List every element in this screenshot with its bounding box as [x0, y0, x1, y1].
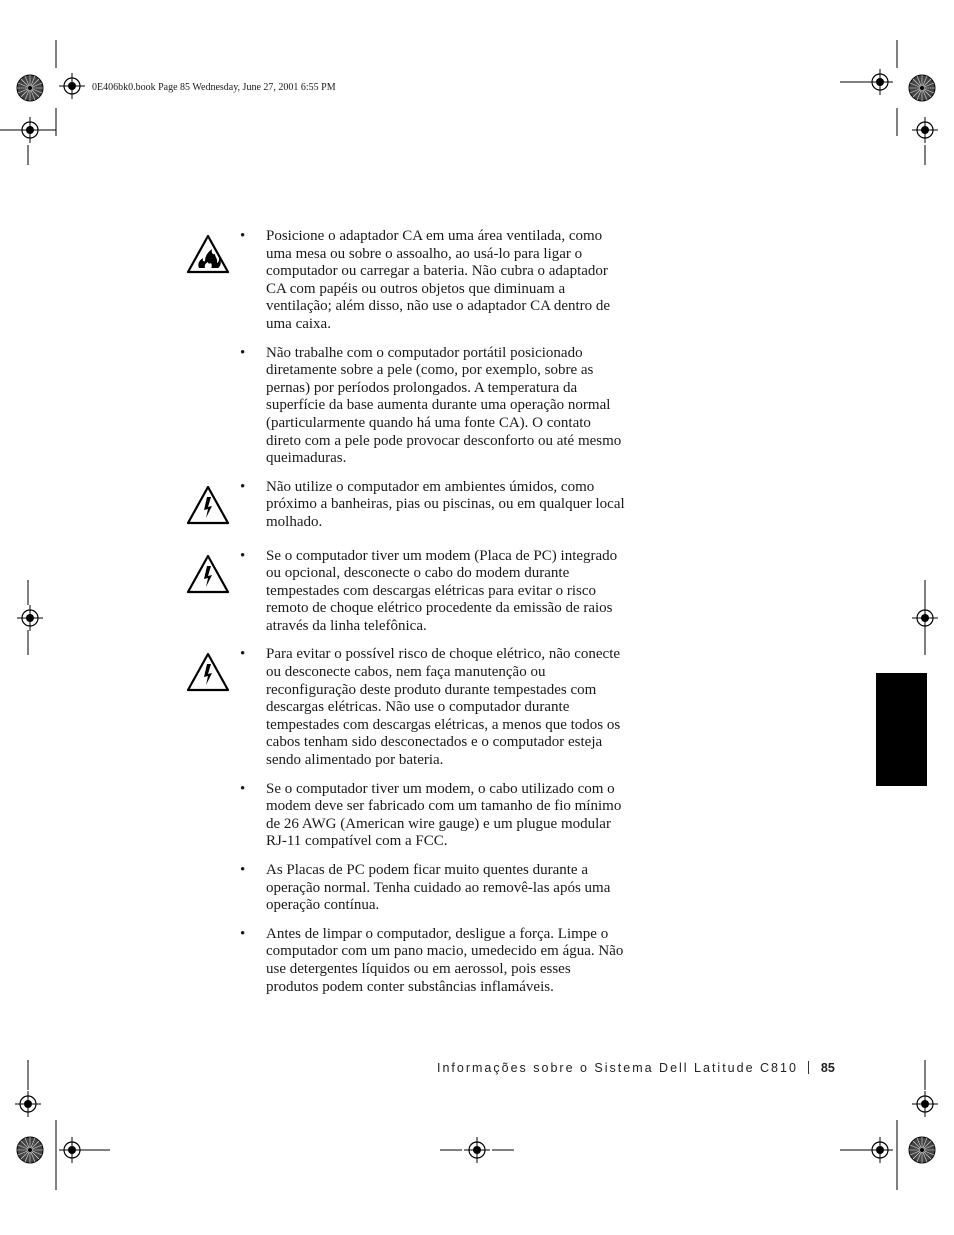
list-item [186, 548, 626, 636]
bullet-dot: • [240, 344, 246, 361]
fire-warning-icon [186, 234, 230, 274]
electric-shock-warning-icon [186, 485, 230, 525]
item-text: Não utilize o computador em ambientes úmidos, como próximo a banheiras, pias ou piscinas, ou em qualquer local molhado. [266, 478, 625, 530]
bullet-dot: • [240, 646, 246, 663]
list-item [186, 862, 626, 915]
item-text: Posicione o adaptador CA em uma área ventilada, como uma mesa ou sobre o assoalho, ao usá-lo para ligar o computador ou carregar a bateria. Não cubra o adaptador CA com papéis ou outros objetos que diminuam a ventilação; além disso, não use o adaptador CA dentro de uma caixa. [266, 228, 611, 332]
bullet-dot: • [240, 925, 246, 942]
print-slug: 0E406bk0.book Page 85 Wednesday, June 27, 2001 6:55 PM [92, 82, 336, 93]
safety-bullet-list [186, 228, 646, 996]
electric-shock-warning-icon [186, 554, 230, 594]
page-footer [437, 1061, 835, 1075]
bullet-dot: • [240, 780, 246, 797]
list-item [186, 479, 626, 532]
item-text: Não trabalhe com o computador portátil posicionado diretamente sobre a pele (como, por exemplo, sobre as pernas) por períodos prolongados. A temperatura da superfície da base aumenta durante uma operação normal (particularmente quando há uma fonte CA). O contato direto com a pele pode provocar desconforto ou até mesmo queimaduras. [266, 344, 622, 467]
bullet-dot: • [240, 862, 246, 878]
item-text: Se o computador tiver um modem, o cabo utilizado com o modem deve ser fabricado com um tamanho de fio mínimo de 26 AWG (American wire gauge) e um plugue modular RJ-11 compatível com a FCC. [266, 780, 622, 850]
list-item [186, 228, 626, 334]
running-title: Informações sobre o Sistema Dell Latitude C810 [437, 1061, 798, 1075]
list-item [186, 926, 626, 996]
list-item [186, 781, 626, 851]
bullet-dot: • [240, 478, 246, 495]
list-item [186, 345, 626, 468]
item-text: Para evitar o possível risco de choque elétrico, não conecte ou desconecte cabos, nem faça manutenção ou reconfiguração deste produto durante tempestades com descargas elétricas. Não use o computador durante tempestades com descargas elétricas, a menos que todos os cabos tenham sido desconectados e o computador esteja sendo alimentado por bateria. [266, 646, 621, 769]
item-text: Antes de limpar o computador, desligue a força. Limpe o computador com um pano macio, umedecido em água. Não use detergentes líquidos ou em aerossol, pois esses produtos podem conter substâncias inflamáveis. [266, 925, 624, 995]
list-item [186, 646, 626, 769]
bullet-dot: • [240, 228, 246, 244]
item-text: As Placas de PC podem ficar muito quentes durante a operação normal. Tenha cuidado ao removê-las após uma operação contínua. [266, 862, 611, 914]
footer-separator [808, 1061, 809, 1074]
item-text: Se o computador tiver um modem (Placa de PC) integrado ou opcional, desconecte o cabo do modem durante tempestades com descargas elétricas para evitar o risco remoto de choque elétrico procedente da emissão de raios através da linha telefônica. [266, 547, 618, 634]
page-number: 85 [820, 1061, 835, 1075]
electric-shock-warning-icon [186, 652, 230, 692]
chapter-thumb-tab [876, 673, 927, 786]
bullet-dot: • [240, 547, 246, 564]
